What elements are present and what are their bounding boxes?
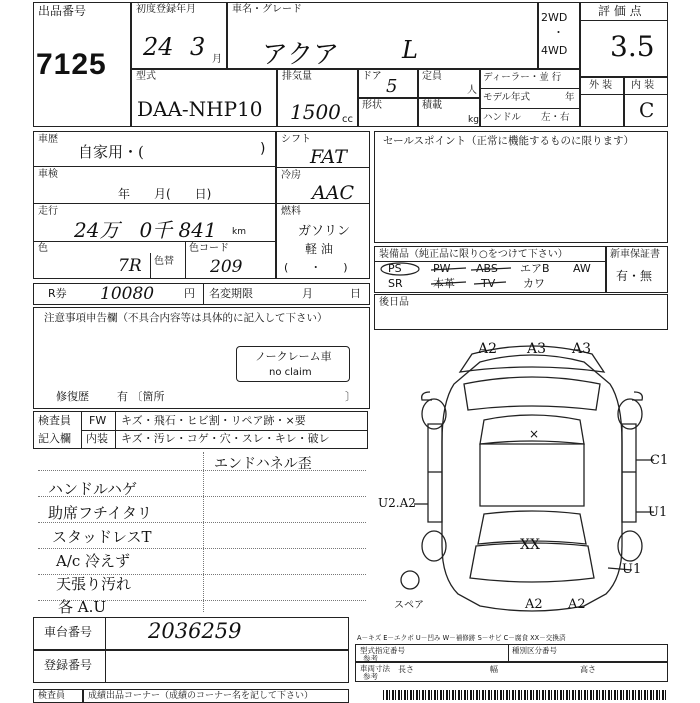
- type-label: 型式: [136, 71, 156, 82]
- lot-number-label: 出品番号: [38, 4, 87, 18]
- score-label: 評 価 点: [598, 4, 642, 18]
- history-close: ): [260, 141, 266, 157]
- fw-label: FW: [89, 414, 107, 427]
- entry-label: 記入欄: [38, 432, 71, 445]
- equipment-airbag: エアB: [520, 262, 550, 275]
- damage-mark-bottom: A2: [568, 597, 586, 612]
- equipment-ps: PS: [388, 262, 402, 275]
- repair-label: 修復歴: [56, 390, 89, 403]
- cc-unit: cc: [342, 114, 353, 125]
- warranty-label: 新車保証書: [610, 249, 660, 260]
- equipment-kawa: カワ: [523, 277, 545, 290]
- ac-value: AAC: [312, 182, 354, 204]
- chassis-divider: [105, 617, 106, 650]
- recycle-value: 10080: [100, 284, 155, 304]
- remark-item: 助席フチイタリ: [48, 504, 152, 522]
- equipment-pw: PW: [433, 262, 451, 275]
- remark-item: スタッドレスT: [52, 528, 152, 546]
- fuel-label: 燃料: [281, 206, 301, 217]
- color-code-divider: [185, 241, 186, 279]
- warranty-value: 有・無: [616, 269, 653, 283]
- yen-unit: 円: [184, 287, 195, 300]
- doors-value: 5: [386, 76, 398, 97]
- doors-label: ドア: [362, 71, 382, 82]
- equipment-label: 装備品（純正品に限り○をつけて下さい）: [379, 249, 568, 260]
- bottom-text: 成績出品コーナー（成績のコーナー名を記して下さい）: [88, 691, 314, 701]
- remarks-line: [38, 470, 366, 471]
- model-year-label: モデル年式: [483, 92, 531, 103]
- fuel-value: ガソリン: [298, 224, 351, 239]
- damage-mark-left: U2.A2: [378, 496, 416, 510]
- model-name: アクア: [262, 40, 340, 70]
- color-label: 色: [38, 243, 48, 254]
- equipment-tv: TV: [481, 277, 496, 290]
- remark-item: 各 A.U: [58, 598, 107, 616]
- damage-mark-right: U1: [622, 562, 642, 577]
- handle-options: 左・右: [541, 112, 570, 123]
- sales-points-block: [374, 131, 668, 243]
- designation-label: 型式指定番号: [360, 646, 405, 655]
- displacement-value: 1500: [290, 100, 341, 124]
- handle-label: ハンドル: [483, 112, 522, 123]
- sales-points-label: セールスポイント（正常に機能するものに限ります）: [383, 135, 635, 147]
- equipment-aw: AW: [573, 262, 591, 275]
- damage-legend: A－キズ E－エクボ U－凹み W－補修跡 S－サビ C－腐食 XX－交換済: [357, 634, 566, 642]
- mileage-divider: [33, 241, 276, 242]
- designation-divider: [508, 644, 509, 662]
- category-label: 種別区分番号: [512, 646, 557, 655]
- registration-label: 登録番号: [44, 658, 93, 672]
- equipment-sr: SR: [388, 277, 403, 290]
- interior-label: 内 装: [631, 80, 655, 91]
- inspection-divider: [33, 203, 276, 204]
- inspection-fields: 年 月( 日): [118, 187, 212, 201]
- capacity-label: 定員: [422, 71, 442, 82]
- fuel-alt: 軽 油: [305, 242, 333, 256]
- name-change-day: 日: [350, 287, 361, 300]
- mileage-label: 走行: [38, 206, 58, 217]
- remarks-line: [38, 548, 366, 549]
- drive-2wd: 2WD: [541, 11, 568, 24]
- shift-label: シフト: [281, 134, 311, 145]
- fuel-paren: ( ・ ): [284, 261, 348, 274]
- name-change-month: 月: [302, 287, 313, 300]
- damage-mark-center: ×: [529, 427, 540, 441]
- month-unit: 月: [212, 54, 222, 65]
- first-registration-year: 24: [143, 33, 174, 61]
- car-damage-diagram: [372, 332, 668, 624]
- inspector-label: 検査員: [38, 414, 71, 427]
- post-date-label: 後日品: [379, 297, 409, 308]
- remarks-divider: [203, 452, 204, 612]
- chassis-label: 車台番号: [44, 625, 93, 639]
- shift-value: FAT: [310, 146, 347, 168]
- displacement-label: 排気量: [282, 71, 312, 82]
- name-change-label: 名変期限: [209, 287, 253, 300]
- damage-mark: A3: [572, 341, 592, 357]
- height-word: 高さ: [580, 665, 596, 674]
- color-value: 7R: [118, 256, 142, 276]
- year-unit: 年: [565, 92, 575, 103]
- mileage-value: 24万 0千 841: [74, 218, 217, 242]
- remark-right: エンドハネル歪: [214, 456, 312, 472]
- repair-close: 〕: [345, 390, 356, 403]
- color-code-value: 209: [210, 257, 243, 277]
- drive-separator: ・: [553, 26, 564, 39]
- ac-label: 冷房: [281, 170, 301, 181]
- width-word: 幅: [490, 665, 498, 674]
- interior-row-label: 内装: [86, 432, 108, 445]
- drive-4wd: 4WD: [541, 44, 568, 57]
- damage-mark-rear: XX: [520, 537, 540, 553]
- equipment-abs: ABS: [476, 262, 498, 275]
- damage-mark: A3: [527, 341, 547, 357]
- shift-divider: [276, 167, 370, 168]
- bottom-left-label: 検査員: [38, 691, 66, 701]
- first-registration-label: 初度登録年月: [136, 4, 196, 15]
- spare-label: スペア: [394, 600, 424, 611]
- equipment-leather: 本革: [433, 277, 455, 290]
- ac-divider: [276, 203, 370, 204]
- person-unit: 人: [467, 85, 477, 96]
- fw-text: キズ・飛石・ヒビ割・リペア跡・×要: [121, 414, 306, 427]
- no-claim-en: no claim: [269, 367, 312, 378]
- history-label: 車歴: [38, 134, 58, 145]
- shape-label: 形状: [362, 100, 382, 111]
- damage-mark-bottom: A2: [525, 597, 543, 612]
- barcode: [383, 690, 668, 700]
- repair-value: 有 〔箇所: [117, 390, 165, 403]
- history-divider: [33, 166, 276, 167]
- damage-mark-right: U1: [648, 505, 668, 520]
- recycle-row: [33, 283, 370, 305]
- recycle-label: R券: [48, 287, 67, 300]
- color-code-label: 色コード: [189, 243, 229, 254]
- interior-grade: C: [639, 98, 655, 122]
- type-value: DAA-NHP10: [137, 97, 263, 121]
- kg-unit: kg: [468, 115, 479, 125]
- dealer-divider-2: [480, 108, 580, 109]
- first-registration-month: 3: [190, 33, 206, 61]
- length-label: 車両寸法: [360, 664, 390, 673]
- model-grade-label: 車名・グレード: [232, 4, 302, 15]
- length-word: 長さ: [398, 665, 414, 674]
- score-divider: [580, 20, 668, 21]
- load-label: 積載: [422, 100, 442, 111]
- dealer-label: ディーラー・並 行: [483, 72, 562, 83]
- remark-item: ハンドルハゲ: [48, 480, 137, 498]
- length-ref: 参考: [363, 672, 378, 681]
- registration-divider: [105, 650, 106, 683]
- caution-label: 注意事項申告欄（不具合内容等は具体的に記入して下さい）: [44, 312, 328, 324]
- remark-item: 天張り汚れ: [56, 575, 132, 593]
- grade: L: [402, 36, 418, 64]
- damage-mark: A2: [478, 341, 498, 357]
- equipment-marks: [376, 260, 576, 294]
- interior-row-text: キズ・汚レ・コゲ・穴・スレ・キレ・破レ: [121, 432, 330, 445]
- dealer-divider-1: [480, 88, 580, 89]
- no-claim-jp: ノークレーム車: [255, 350, 332, 363]
- color-divider: [150, 253, 151, 279]
- score-value: 3.5: [610, 30, 655, 63]
- post-date-block: [374, 294, 668, 330]
- grade-divider: [580, 94, 668, 95]
- exterior-label: 外 装: [589, 80, 613, 91]
- inspection-label: 車検: [38, 169, 58, 180]
- history-value: 自家用・(: [78, 143, 144, 161]
- km-unit: km: [232, 227, 246, 237]
- remark-item: A/c 冷えず: [56, 552, 131, 570]
- chassis-value: 2036259: [148, 619, 242, 643]
- recycle-divider: [203, 283, 204, 305]
- damage-mark-right: C1: [650, 453, 669, 468]
- inspector-divider-h: [81, 430, 368, 431]
- color-change-label: 色替: [154, 256, 174, 267]
- designation-ref: 参考: [363, 654, 378, 663]
- lot-number: 7125: [36, 48, 107, 81]
